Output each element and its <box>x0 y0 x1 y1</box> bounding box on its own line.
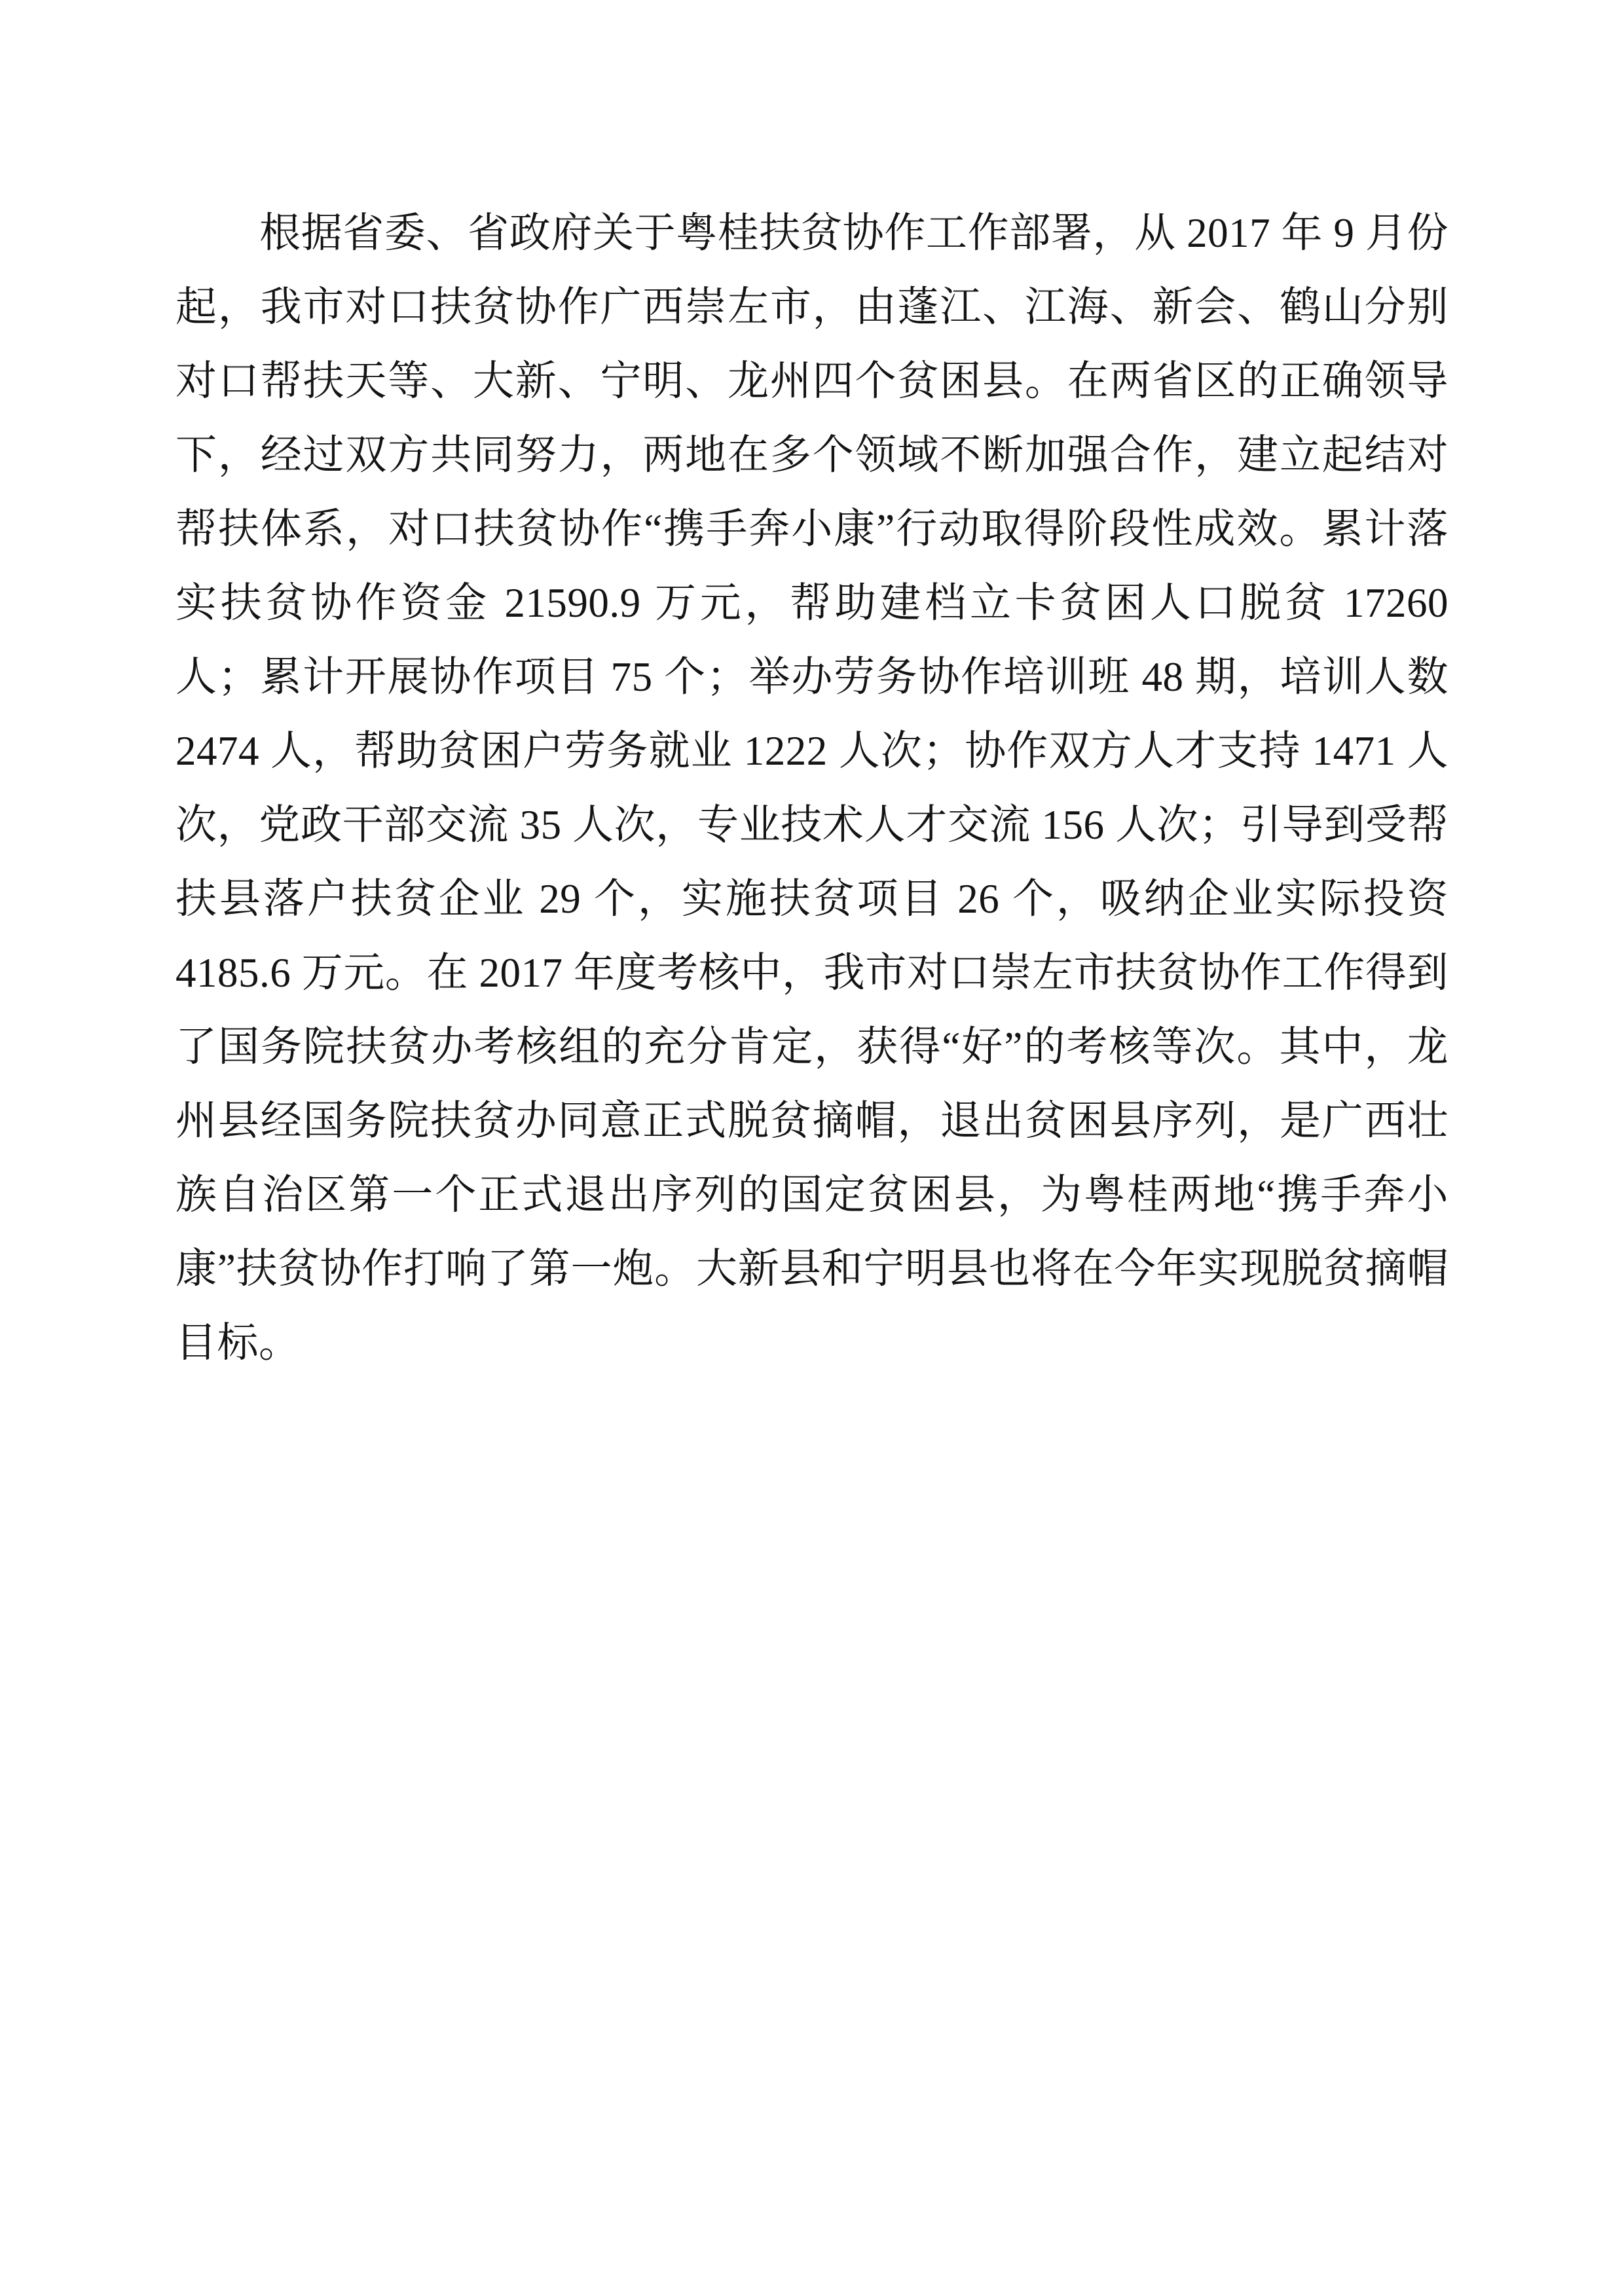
body-paragraph: 根据省委、省政府关于粤桂扶贫协作工作部署，从 2017 年 9 月份起，我市对口扶贫协作广西崇左市，由蓬江、江海、新会、鹤山分别对口帮扶天等、大新、宁明、龙州四个贫困县。在两省区的正确领导下，经过双方共同努力，两地在多个领域不断加强合作，建立起结对帮扶体系，对口扶贫协作“携手奔小康”行动取得阶段性成效。累计落实扶贫协作资金 21590.9 万元，帮助建档立卡贫困人口脱贫 17260 人；累计开展协作项目 75 个；举办劳务协作培训班 48 期，培训人数 2474 人，帮助贫困户劳务就业 1222 人次；协作双方人才支持 1471 人次，党政干部交流 35 人次，专业技术人才交流 156 人次；引导到受帮扶县落户扶贫企业 29 个，实施扶贫项目 26 个，吸纳企业实际投资 4185.6 万元。在 2017 年度考核中，我市对口崇左市扶贫协作工作得到了国务院扶贫办考核组的充分肯定，获得“好”的考核等次。其中，龙州县经国务院扶贫办同意正式脱贫摘帽，退出贫困县序列，是广西壮族自治区第一个正式退出序列的国定贫困县，为粤桂两地“携手奔小康”扶贫协作打响了第一炮。大新县和宁明县也将在今年实现脱贫摘帽目标。 <box>175 210 1449 1366</box>
document-body <box>175 196 1449 1380</box>
